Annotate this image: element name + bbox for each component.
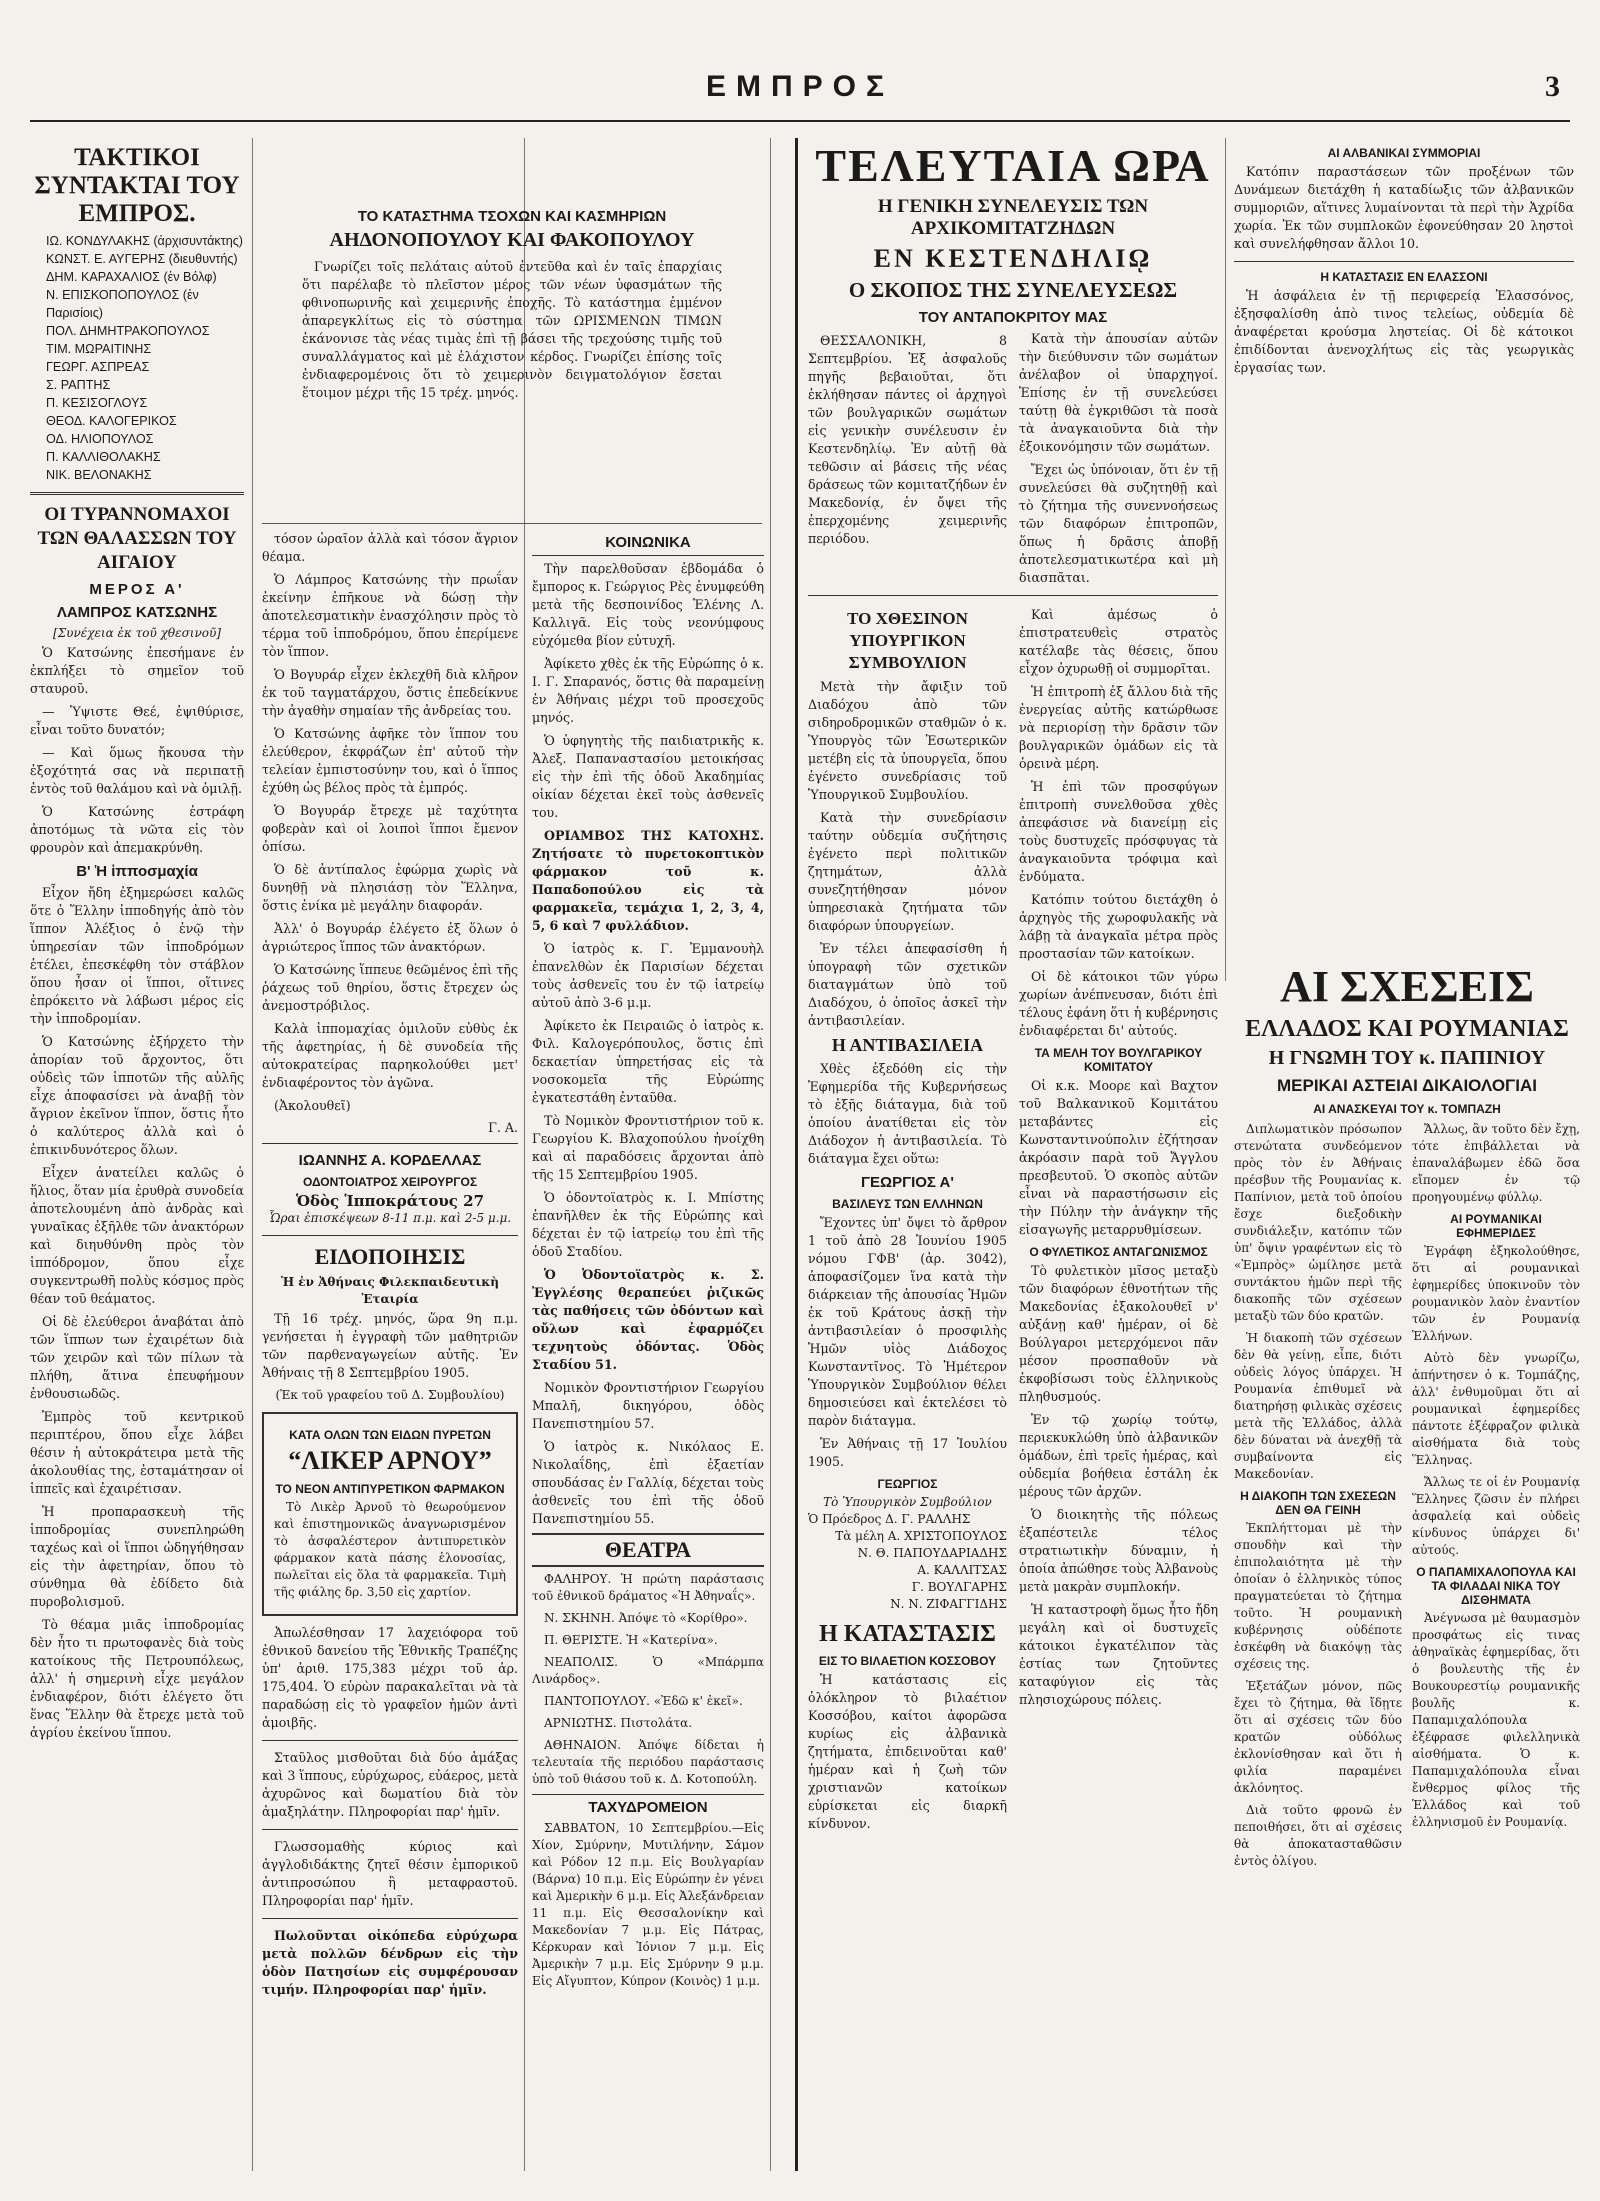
romania-left bbox=[1234, 1119, 1402, 1875]
section-heading: ΑΙ ΡΟΥΜΑΝΙΚΑΙ ΕΦΗΜΕΡΙΔΕΣ bbox=[1450, 1212, 1542, 1240]
decree-king: ΓΕΩΡΓΙΟΣ Α' bbox=[861, 1174, 954, 1191]
social-item: Ἀφίκετο χθὲς ἐκ τῆς Εὐρώπης ὁ κ. Ι. Γ. Σπαρανός, ὅστις θὰ παραμείνῃ ἐν Ἀθήναις μέχρι τοῦ προσεχοῦς μηνός. bbox=[532, 656, 764, 725]
staff-member: Π. ΚΕΣΙΣΟΓΛΟΥΣ bbox=[46, 396, 148, 410]
liqueur-subtitle: ΤΟ ΝΕΟΝ ΑΝΤΙΠΥΡΕΤΙΚΟΝ ΦΑΡΜΑΚΟΝ bbox=[275, 1482, 505, 1496]
staff-member: ΠΟΛ. ΔΗΜΗΤΡΑΚΟΠΟΥΛΟΣ bbox=[46, 324, 210, 338]
divider bbox=[30, 492, 244, 495]
lead-article bbox=[808, 330, 1218, 587]
kosovo-subtitle: ΕΙΣ ΤΟ ΒΙΛΑΕΤΙΟΝ ΚΟΣΣΟΒΟΥ bbox=[818, 1654, 997, 1668]
liqueur-ad bbox=[262, 1412, 518, 1616]
paragraph: Τὸ φυλετικὸν μῖσος μεταξὺ τῶν διαφόρων ἐθνοτήτων τῆς Μακεδονίας ἐξακολουθεῖ ν' αὐξάνῃ καθ' ἡμέραν, οἱ δὲ Βούλγαροι μετερχόμενοι πᾶν μέσον προσπαθοῦν νὰ ἐκφοβίσωσι τοὺς ἑλληνικοὺς πληθυσμούς. bbox=[1019, 1263, 1218, 1404]
divider bbox=[262, 523, 762, 524]
liqueur-tag: ΚΑΤΑ ΟΛΩΝ ΤΩΝ ΕΙΔΩΝ ΠΥΡΕΤΩΝ bbox=[289, 1428, 491, 1442]
staff-member: Σ. ΡΑΠΤΗΣ bbox=[46, 378, 111, 392]
lesser-heading: Η ΚΑΤΑΣΤΑΣΙΣ ΕΝ ΕΛΑΣΣΟΝΙ bbox=[1320, 270, 1488, 284]
column-2 bbox=[262, 528, 518, 2168]
paragraph: Ὁ Κατσώνης ἵππευε θεῶμένος ἐπὶ τῆς ῥάχεως τοῦ θηρίου, ὅστις ἔτρεχεν ὡς ἀνεμοστρόβιλος. bbox=[262, 962, 518, 1013]
social-item: Νομικὸν Φροντιστήριον Γεωργίου Μπαλῆ, δικηγόρου, ὁδὸς Πανεπιστημίου 57. bbox=[532, 1380, 764, 1431]
decree-minister: Γ. ΒΟΥΛΓΑΡΗΣ bbox=[911, 1580, 1007, 1594]
page-number: 3 bbox=[1545, 70, 1560, 103]
paragraph: Ὁ Βογυράρ ἔτρεχε μὲ ταχύτητα φοβερὰν καὶ οἱ λοιποὶ ἵπποι ἔμενον ὀπίσω. bbox=[262, 803, 518, 854]
theatre-item: ΝΕΑΠΟΛΙΣ. Ὁ «Μπάρμπα Λινάρδος». bbox=[532, 1655, 764, 1686]
staff-title: ΤΑΚΤΙΚΟΙ ΣΥΝΤΑΚΤΑΙ ΤΟΥ ΕΜΠΡΟΣ. bbox=[34, 144, 240, 227]
liqueur-text: Τὸ Λικὲρ Ἀρνοῦ τὸ θεωρούμενον καὶ ἐπιστημονικῶς ἀναγνωρισμένον τὸ ἀσφαλέστερον ἀντιπυρετικὸν φάρμακον κατὰ πάσης ἑλονοσίας, πωλεῖται εἰς ὅλα τὰ φαρμακεῖα. Τιμὴ τῆς φιάλης δρ. 3,50 εἰς χαρτίον. bbox=[274, 1500, 506, 1599]
social-item: Ὁ Ὀδοντοϊατρὸς κ. Σ. Ἐγγλέσης θεραπεύει ῥιζικῶς τὰς παθήσεις τῶν ὀδόντων καὶ οὔλων καὶ ἐφαρμόζει τεχνητοὺς ὀδόντας. Ὁδὸς Σταδίου 51. bbox=[532, 1267, 764, 1372]
paragraph: Ὁ Κατσώνης ἐστράφη ἀποτόμως τὰ νῶτα εἰς τὸν φρουρὸν καὶ ἀπεμακρύνθη. bbox=[30, 804, 244, 855]
paragraph: Εἶχεν ἀνατείλει καλῶς ὁ ἥλιος, ὅταν μία ἐρυθρὰ συνοδεία ἀποτελουμένη ἀπὸ ἀνδρὰς καὶ γυναῖκας ἐξῆλθε τῶν ἀνακτόρων καὶ διηυθύνθη πρὸς τὸν ἱππόδρομον, ὅπου εἶχε συγκεντρωθῆ πολὺς κόσμος πρὸς θέαν τοῦ θεάματος. bbox=[30, 1165, 244, 1306]
column-4 bbox=[808, 138, 1218, 2178]
paragraph: Καὶ ἀμέσως ὁ ἐπιστρατευθεὶς στρατὸς κατέλαβε τὰς θέσεις, ὅπου εἶχον ὀχυρωθῇ οἱ συμμορῖται. bbox=[1019, 607, 1218, 676]
divider bbox=[262, 1740, 518, 1741]
paragraph: Ἀλλ' ὁ Βογυράρ ἐλέγετο ἐξ ὅλων ὁ ἀγριώτερος ἵππος τῶν ἀνακτόρων. bbox=[262, 921, 518, 954]
paragraph: Ὁ Κατσώνης ἀφῆκε τὸν ἵππον του ἐλεύθερον, ἐκφράζων ἐπ' αὐτοῦ τὴν τελείαν ἐμπιστοσύνην του, καὶ ὁ ἵππος ἐχύθη ὡς βέλος πρὸς τὰ ἐμπρός. bbox=[262, 726, 518, 795]
paragraph: Χθὲς ἐξεδόθη εἰς τὴν Ἐφημερίδα τῆς Κυβερνήσεως τὸ ἑξῆς διάταγμα, διὰ τοῦ ὁποίου ἀνατίθεται εἰς τὸν Διάδοχον ἡ ἀντιβασιλεία. Τὸ διάταγμα ἔχει οὕτω: bbox=[808, 1061, 1007, 1166]
paragraph: Καλὰ ἱππομαχίας ὁμιλοῦν εὐθὺς ἐκ τῆς ἀφετηρίας, ἡ δὲ συνοδεία τῆς αὐτοκρατείρας παρηκολούθει μετ' ἐνδιαφέροντος τὸν ἀγῶνα. bbox=[262, 1021, 518, 1090]
news-subcolumn bbox=[1019, 604, 1218, 1838]
ad-title: ΤΟ ΚΑΤΑΣΤΗΜΑ ΤΣΟΧΩΝ ΚΑΙ ΚΑΣΜΗΡΙΩΝ bbox=[357, 208, 667, 225]
romania-right bbox=[1412, 1119, 1580, 1875]
social-item: Ὁ ὑφηγητὴς τῆς παιδιατρικῆς κ. Ἀλεξ. Παπαναστασίου μετοικήσας εἰς τὴν ἐπὶ τῆς ὁδοῦ Ἀκαδημίας οἰκίαν δέχεται ἐκεῖ τοὺς ἀσθενεῖς του. bbox=[532, 733, 764, 820]
albanian-heading: ΑΙ ΑΛΒΑΝΙΚΑΙ ΣΥΜΜΟΡΙΑΙ bbox=[1327, 146, 1481, 160]
headline: Η ΓΕΝΙΚΗ ΣΥΝΕΛΕΥΣΙΣ ΤΩΝ ΑΡΧΙΚΟΜΙΤΑΤΖΗΔΩΝ bbox=[877, 196, 1149, 239]
dentist-address: Ὁδὸς Ἱπποκράτους 27 bbox=[295, 1192, 485, 1210]
divider bbox=[262, 1918, 518, 1919]
paragraph: Τὸ θέαμα μιᾶς ἱπποδρομίας δὲν ἦτο τι πρωτοφανὲς διὰ τοὺς κατοίκους τῆς Πετρουπόλεως, ἀλλ' ἡ σημερινὴ εἶχε μεγάλον ἐνδιαφέρον, διότι ἐλέγετο ὅτι ἕνας Ἕλλην θὰ ἔτρεχε μετὰ τοῦ ἀγρίου ἐκείνου ἵππου. bbox=[30, 1617, 244, 1740]
decree-minister: Α. ΚΑΛΛΙΤΣΑΣ bbox=[917, 1563, 1007, 1577]
paragraph: Ἡ ἐπὶ τῶν προσφύγων ἐπιτροπὴ συνελθοῦσα χθὲς ἀπεφάσισε νὰ διανείμῃ εἰς τοὺς δυστυχεῖς πρόσφυγας τὰ ἀναγκαιοῦντα τρόφιμα καὶ ἐνδύματα. bbox=[1019, 779, 1218, 884]
section-heading: Β' Ἡ ἱπποσμαχία bbox=[76, 863, 198, 880]
staff-member: ΝΙΚ. ΒΕΛΟΝΑΚΗΣ bbox=[46, 468, 152, 482]
paragraph: Ἡ διακοπὴ τῶν σχέσεων δὲν θὰ γείνῃ, εἶπε, διότι οὐδεὶς λόγος ὑπάρχει. Ἡ Ρουμανία ἐπιθυμεῖ νὰ διατηρήσῃ φιλικὰς σχέσεις μετὰ τῆς Ἑλλάδος, ἀλλὰ δὲν δύναται νὰ ἀνεχθῇ τὰ συμβαίνοντα εἰς Μακεδονίαν. bbox=[1234, 1331, 1402, 1481]
staff-member: ΙΩ. ΚΟΝΔΥΛΑΚΗΣ (ἀρχισυντάκτης) bbox=[46, 234, 243, 248]
classified-ad: Ἀπωλέσθησαν 17 λαχειόφορα τοῦ ἐθνικοῦ δανείου τῆς Ἐθνικῆς Τραπέζης ὑπ' ἀριθ. 175,383 μέχρι τοῦ ἀρ. 175,404. Ὁ εὑρὼν παρακαλεῖται νὰ τὰ παραδώσῃ εἰς τὸ γραφεῖον ἡμῶν ἀντὶ ἀμοιβῆς. bbox=[262, 1625, 518, 1730]
serial-title: ΟΙ ΤΥΡΑΝΝΟΜΑΧΟΙ ΤΩΝ ΘΑΛΑΣΣΩΝ ΤΟΥ ΑΙΓΑΙΟΥ bbox=[37, 504, 237, 573]
paragraph: Ἄλλως, ἂν τοῦτο δὲν ἔχῃ, τότε ἐπιβάλλεται νὰ ἐπαναλάβωμεν ἐδῶ ὅσα εἴπομεν ἐν τῷ προηγουμένῳ φύλλῳ. bbox=[1412, 1122, 1580, 1204]
dentist-name: ΙΩΑΝΝΗΣ Α. ΚΟΡΔΕΛΛΑΣ bbox=[298, 1152, 482, 1169]
paragraph: Ἡ ἐπιτροπὴ ἐξ ἄλλου διὰ τῆς ἐνεργείας αὐτῆς κατώρθωσε νὰ περιορίσῃ τὴν δρᾶσιν τῶν βουλγαρικῶν ὁμάδων εἰς τὰ ὁρεινὰ μέρη. bbox=[1019, 684, 1218, 771]
masthead bbox=[0, 0, 1600, 136]
staff-member: ΔΗΜ. ΚΑΡΑΧΑΛΙΟΣ (ἐν Βόλφ) bbox=[46, 270, 217, 284]
social-item: Ὁ ὀδοντοϊατρὸς κ. Ι. Μπίστης ἐπανῆλθεν ἐκ τῆς Εὐρώπης καὶ δέχεται ἐν τῷ ἰατρείῳ του ἐπὶ τῆς ὁδοῦ Σταδίου. bbox=[532, 1190, 764, 1259]
paragraph: — Ὑψιστε Θεέ, ἐψιθύρισε, εἶναι τοῦτο δυνατόν; bbox=[30, 704, 244, 737]
column-divider bbox=[252, 138, 253, 2171]
decree-date: Ἐν Ἀθήναις τῇ 17 Ἰουλίου 1905. bbox=[808, 1436, 1007, 1469]
decree-minister: Ν. Θ. ΠΑΠΟΥΔΑΡΙΑΔΗΣ bbox=[857, 1546, 1007, 1560]
ad-firm: ΑΗΔΟΝΟΠΟΥΛΟΥ ΚΑΙ ΦΑΚΟΠΟΥΛΟΥ bbox=[329, 229, 695, 251]
social-item: Τὸ Νομικὸν Φροντιστήριον τοῦ κ. Γεωργίου Κ. Βλαχοπούλου ἠνοίχθη καὶ αἱ παραδόσεις ἄρχονται ἀπὸ τῆς 15 Σεπτεμβρίου 1905. bbox=[532, 1113, 764, 1182]
kicker: ΤΕΛΕΥΤΑΙΑ ΩΡΑ bbox=[815, 140, 1211, 191]
paragraph: Κατὰ τὴν συνεδρίασιν ταύτην οὐδεμία συζήτησις ἐγένετο περὶ πολιτικῶν ζητημάτων, ἀλλὰ συνεζητήθησαν μόνον ὑπηρεσιακὰ ζητήματα τῶν διαφόρων ὑπουργείων. bbox=[808, 810, 1007, 933]
faction-title: Ο ΦΥΛΕΤΙΚΟΣ ΑΝΤΑΓΩΝΙΣΜΟΣ bbox=[1029, 1245, 1208, 1259]
romania-title-2: ΕΛΛΑΔΟΣ ΚΑΙ ΡΟΥΜΑΝΙΑΣ bbox=[1245, 1016, 1569, 1042]
paragraph: Ἐκπλήττομαι μὲ τὴν σπουδὴν καὶ τὴν ἐπιπολαιότητα μὲ τὴν ὁποίαν ὁ ἑλληνικὸς τύπος πραγματεύεται τὸ ζήτημα τοῦτο. Ἡ ρουμανικὴ κυβέρνησις οὐδέποτε ἐσκέφθη νὰ διακόψῃ τὰς σχέσεις της. bbox=[1234, 1521, 1402, 1671]
masthead-rule bbox=[30, 120, 1570, 122]
paragraph: Ὁ Κατσώνης ἐξήρχετο τὴν ἀπορίαν τοῦ ἄρχοντος, ὅτι οὐδεὶς τῶν ἱπποτῶν τῆς αὐλῆς εἶχε ἀποφασίσει νὰ ἀναβῇ τὸν ἄγριον ἐκεῖνον ἵππον, ὅστις ἦτο ὁ καλύτερος ἀλλὰ καὶ ὁ ἐπικινδυνότερος ὅλων. bbox=[30, 1034, 244, 1157]
paragraph: Ἡ ἀσφάλεια ἐν τῇ περιφερείᾳ Ἐλασσόνος, ἐξησφαλίσθη ἀπὸ τινος τελείως, οὐδεμία δὲ ἀναφέρεται κρούσμα ληστείας. Οἱ δὲ κάτοικοι ἐπιδίδονται ἀνενοχλήτως εἰς τὰς γεωργικὰς ἐργασίας των. bbox=[1234, 288, 1574, 375]
staff-member: ΘΕΟΔ. ΚΑΛΟΓΕΡΙΚΟΣ bbox=[46, 414, 177, 428]
paragraph: Ἄλλως τε οἱ ἐν Ρουμανίᾳ Ἕλληνες ζῶσιν ἐν πλήρει ἀσφαλείᾳ καὶ οὐδεὶς κίνδυνος ὑπάρχει δι' αὐτούς. bbox=[1412, 1475, 1580, 1557]
notice-org: Ἡ ἐν Ἀθήναις Φιλεκπαιδευτικὴ Ἑταιρία bbox=[280, 1275, 499, 1306]
decree-minister: Ὁ Πρόεδρος Δ. Γ. ΡΑΛΛΗΣ bbox=[808, 1512, 971, 1526]
news-subcolumn bbox=[808, 604, 1007, 1838]
paragraph: Ἀνέγνωσα μὲ θαυμασμὸν προσφάτως εἰς τινας ἀθηναϊκὰς ἐφημερίδας, ὅτι ὁ βουλευτὴς τῆς ἐν Βουκουρεστίῳ ρουμανικῆς βουλῆς κ. Παπαμιχαλόπουλα ἐξέφρασε φιλελληνικὰ αἰσθήματα. Ὁ κ. Παπαμιχαλόπουλα εἶναι ἔνθερμος φίλος τῆς Ἑλλάδος καὶ τοῦ ἑλληνισμοῦ ἐν Ρουμανίᾳ. bbox=[1412, 1611, 1580, 1829]
romania-subtitle-2: ΜΕΡΙΚΑΙ ΑΣΤΕΙΑΙ ΔΙΚΑΙΟΛΟΓΙΑΙ bbox=[1277, 1076, 1537, 1095]
paragraph: Ἐγράφη ἐξηκολούθησε, ὅτι αἱ ρουμανικαὶ ἐφημερίδες ὑποκινοῦν τὸν ρουμανικὸν λαὸν ἐναντίον τῶν ἐν Ρουμανίᾳ Ἑλλήνων. bbox=[1412, 1244, 1580, 1343]
paragraph: Κατὰ τὴν ἀπουσίαν αὐτῶν τὴν διεύθυνσιν τῶν σωμάτων ἀνέλαβον οἱ ὑπαρχηγοί. Ἐπίσης ἐν τῇ συνελεύσει ταύτῃ θὰ ἐγκριθῶσι τὰ ποσὰ τὰ ἀναγκαιοῦντα διὰ τὴν ἐξοικονόμησιν τῶν σωμάτων. bbox=[1019, 331, 1218, 454]
divider bbox=[262, 1143, 518, 1144]
paragraph: Εἶχον ἤδη ἐξημερώσει καλῶς ὅτε ὁ Ἕλλην ἱπποδηγής ἀπὸ τὸν ἵππον Ἀλέξιος ὁ ἐνῷ τὴν ὑπηρεσίαν τῶν ἱπποδρόμων ἐτέλει, ἐπεσκέφθη τὸν στάβλον ὅπου ἦσαν οἱ ἵπποι, οἵτινες ἐπρόκειτο νὰ λάβωσι μέρος εἰς τὴν ἱπποδρομίαν. bbox=[30, 885, 244, 1026]
serial-chapter: ΛΑΜΠΡΟΣ ΚΑΤΣΩΝΗΣ bbox=[56, 604, 218, 621]
classified-ad: Πωλοῦνται οἰκόπεδα εὐρύχωρα μετὰ πολλῶν δένδρων εἰς τὴν ὁδὸν Πατησίων εἰς συμφέρουσαν τιμήν. Πληροφορίαι παρ' ἡμῖν. bbox=[262, 1928, 518, 1997]
serial-note: [Συνέχεια ἐκ τοῦ χθεσινοῦ] bbox=[53, 626, 221, 640]
liqueur-name: “ΛΙΚΕΡ ΑΡΝΟΥ” bbox=[288, 1446, 492, 1475]
section-heading: Ο ΠΑΠΑΜΙΧΑΛΟΠΟΥΛΑ ΚΑΙ ΤΑ ΦΙΛΑΔΑΙ ΝΙΚΑ ΤΟΥ ΔΙΣΘΗΜΑΤΑ bbox=[1416, 1565, 1576, 1607]
social-item: Ὁ ἰατρὸς κ. Γ. Ἐμμανουὴλ ἐπανελθὼν ἐκ Παρισίων δέχεται τοὺς ἀσθενεῖς του ἐν τῷ ἰατρείῳ αὐτοῦ ἀπὸ 3-6 μ.μ. bbox=[532, 941, 764, 1010]
byline: ΤΟΥ ΑΝΤΑΠΟΚΡΙΤΟΥ ΜΑΣ bbox=[918, 309, 1108, 326]
notice-signature: (Ἐκ τοῦ γραφείου τοῦ Δ. Συμβουλίου) bbox=[275, 1388, 505, 1402]
romania-columns bbox=[1234, 1119, 1580, 1875]
theatre-title: ΘΕΑΤΡΑ bbox=[532, 1533, 764, 1567]
theatre-item: Ν. ΣΚΗΝΗ. Ἀπόψε τὸ «Κορίθρο». bbox=[544, 1611, 748, 1625]
paragraph: Μετὰ τὴν ἄφιξιν τοῦ Διαδόχου ἀπὸ τῶν σιδηροδρομικῶν σταθμῶν ὁ κ. Ὑπουργὸς τῶν Ἐσωτερικῶν μετέβη εἰς τὰ ὑπουργεῖα, ὅπου ἐγένετο συνεδρίασις τοῦ Ὑπουργικοῦ Συμβουλίου. bbox=[808, 679, 1007, 802]
paragraph: Ὁ διοικητὴς τῆς πόλεως ἐξαπέστειλε τέλος στρατιωτικὴν δύναμιν, ἡ ὁποία ἀπώθησε τοὺς Ἀλβανοὺς μετὰ μακρὰν συμπλοκήν. bbox=[1019, 1507, 1218, 1594]
classified-ad: Σταῦλος μισθοῦται διὰ δύο ἁμάξας καὶ 3 ἵππους, εὐρύχωρος, εὐάερος, μετὰ ἀχυρῶνος καὶ δωματίου διὰ τὸν ἁμαξηλάτην. Πληροφορίαι παρ' ἡμῖν. bbox=[262, 1750, 518, 1819]
ad-text: Γνωρίζει τοῖς πελάταις αὐτοῦ ἐντεῦθα καὶ ἐν ταῖς ἐπαρχίαις ὅτι παρέλαβε τὸ πλεῖστον μέρος τῶν νέων ὑφασμάτων τῆς φθινοπωρινῆς καὶ χειμερινῆς ἐποχῆς. Τὸ κατάστημα ἐμμένον ἀπαρεγκλίτως εἰς τὸ σύστημα τῶν ΩΡΙΣΜΕΝΩΝ ΤΙΜΩΝ ἐκάνονισε τὰς νέας τιμὰς ἐπὶ τῇ βάσει τῆς τρεχούσης τιμῆς τοῦ συναλλάγματος καὶ μὲ ἐλάχιστον κέρδος. Γνωρίζει ἐπίσης τοῖς ἐνδιαφερομένοις ὅτι τὸ χειμερινὸν δειγματολόγιον ἔσεται ἕτοιμον μέχρι τῆς 15 τρέχ. μηνός. bbox=[302, 259, 722, 400]
post-title: ΤΑΧΥΔΡΟΜΕΙΟΝ bbox=[532, 1794, 764, 1816]
newspaper-name: ΕΜΠΡΟΣ bbox=[705, 70, 894, 103]
paragraph: Ἐξετάζων μόνον, πῶς ἔχει τὸ ζήτημα, θὰ ἴδῃτε ὅτι αἱ σχέσεις τῶν δύο κρατῶν οὐδόλως ἐκλονίσθησαν καὶ ὅτι ἡ φιλία παραμένει ἀκλόνητος. bbox=[1234, 1679, 1402, 1795]
column-1 bbox=[30, 138, 244, 2171]
paragraph: Κατόπιν παραστάσεων τῶν προξένων τῶν Δυνάμεων διετάχθη ἡ καταδίωξις τῶν ἀλβανικῶν συμμοριῶν, αἵτινες λυμαίνονται τὰ περὶ τὴν Ἀχρίδα χωρία. Ἐκ τῶν συμπλοκῶν ἐφονεύθησαν 20 ληστοὶ καὶ συνελήφθησαν ἄλλοι 10. bbox=[1234, 164, 1574, 251]
paragraph: Ὁ Κατσώνης ἐπεσήμανε ἐν ἐκπλήξει τὸ σημεῖον τοῦ σταυροῦ. bbox=[30, 645, 244, 696]
paragraph: Οἱ κ.κ. Μοορε καὶ Βαχτον τοῦ Βαλκανικοῦ Κομιτάτου μεταβάντες εἰς Κωνσταντινούπολιν ἐζήτησαν ἀκρόασιν παρὰ τοῦ Ἄγγλου πρεσβευτοῦ. Ὁ σκοπὸς αὐτῶν εἶναι νὰ παραστήσωσιν εἰς τὴν Πύλην τὴν ἀνάγκην τῆς εἰσαγωγῆς μεταρρυθμίσεων. bbox=[1019, 1078, 1218, 1237]
serial-part: ΜΕΡΟΣ Α' bbox=[89, 581, 185, 598]
paragraph: Οἱ δὲ ἐλεύθεροι ἀναβάται ἀπὸ τῶν ἵππων των ἐχαιρέτων διὰ τῶν χειρῶν καὶ τῶν πίλων τὰ πλήθη, ἅτινα ἐπευφήμουν ἐνθουσιωδῶς. bbox=[30, 1314, 244, 1401]
romania-section bbox=[1234, 960, 1580, 2170]
social-item: Ὁ ἰατρὸς κ. Νικόλαος Ε. Νικολαΐδης, ἐπὶ ἑξαετίαν σπουδάσας ἐν Γαλλίᾳ, δέχεται τοὺς ἀσθενεῖς του ἐπὶ τῆς ὁδοῦ Πανεπιστημίου 55. bbox=[532, 1439, 764, 1526]
paragraph: (Ἀκολουθεῖ) bbox=[274, 1098, 351, 1113]
paragraph: Ἡ καταστροφὴ ὅμως ἦτο ἤδη μεγάλη καὶ οἱ δυστυχεῖς κάτοικοι ἐγκατέλιπον τὰς ἑστίας των ζητοῦντες καταφύγιον εἰς τὰς πλησιοχώρους πόλεις. bbox=[1019, 1602, 1218, 1707]
theatre-item: ΑΘΗΝΑΙΟΝ. Ἀπόψε δίδεται ἡ τελευταία τῆς περιόδου παράστασις ὑπὸ τοῦ θιάσου τοῦ κ. Δ. Κοτοπούλη. bbox=[532, 1738, 764, 1786]
decree-minister: Τὰ μέλη Α. ΧΡΙΣΤΟΠΟΥΛΟΣ bbox=[835, 1529, 1007, 1543]
council-title: ΤΟ ΧΘΕΣΙΝΟΝ ΥΠΟΥΡΓΙΚΟΝ ΣΥΜΒΟΥΛΙΟΝ bbox=[847, 609, 968, 672]
decree-subtitle: ΒΑΣΙΛΕΥΣ ΤΩΝ ΕΛΛΗΝΩΝ bbox=[832, 1197, 983, 1211]
social-title: ΚΟΙΝΩΝΙΚΑ bbox=[532, 534, 764, 556]
paragraph: — Καὶ ὅμως ἤκουσα τὴν ἐξοχότητά σας νὰ περιπατῇ ἐντὸς τοῦ θαλάμου καὶ νὰ ὁμιλῇ. bbox=[30, 745, 244, 796]
staff-member: Π. ΚΑΛΛΙΘΟΛΑΚΗΣ bbox=[46, 450, 161, 464]
decree-minister: Ν. Ν. ΖΙΦΑΓΓΙΔΗΣ bbox=[890, 1597, 1007, 1611]
paragraph: τόσον ὡραῖον ἀλλὰ καὶ τόσον ἄγριον θέαμα. bbox=[262, 531, 518, 564]
column-5 bbox=[1234, 138, 1574, 958]
paragraph: Ἡ κατάστασις εἰς ὁλόκληρον τὸ βιλαέτιον Κοσσόβου, καίτοι ἀφορῶσα κυρίως εἰς ἀλβανικὰ ζητήματα, ἐπιδεινοῦται καθ' ἡμέραν καὶ ἡ ζωὴ τῶν χριστιανῶν κατοίκων εὑρίσκεται εἰς διαρκῆ κίνδυνον. bbox=[808, 1672, 1007, 1831]
paragraph: Κατόπιν τούτου διετάχθη ὁ ἀρχηγὸς τῆς χωροφυλακῆς νὰ λάβῃ τὰ ἀναγκαῖα μέτρα πρὸς προστασίαν τῶν κατοίκων. bbox=[1019, 892, 1218, 961]
headline-purpose: Ο ΣΚΟΠΟΣ ΤΗΣ ΣΥΝΕΛΕΥΣΕΩΣ bbox=[848, 278, 1178, 302]
paragraph: Ἡ προπαρασκευὴ τῆς ἱπποδρομίας συνεπληρώθη ταχέως καὶ οἱ ἵπποι ὡδηγήθησαν εἰς τὴν ἀφετηρίαν, ὅπου τὸ σύνθημα θὰ ἐδίδετο διὰ πυροβολισμοῦ. bbox=[30, 1504, 244, 1609]
theatre-item: Π. ΘΕΡΙΣΤΕ. Ἡ «Κατερίνα». bbox=[544, 1633, 718, 1647]
section-heading: Η ΔΙΑΚΟΠΗ ΤΩΝ ΣΧΕΣΕΩΝ ΔΕΝ ΘΑ ΓΕΙΝΗ bbox=[1240, 1489, 1396, 1517]
dentist-title: ΟΔΟΝΤΟΙΑΤΡΟΣ ΧΕΙΡΟΥΡΓΟΣ bbox=[302, 1175, 478, 1189]
divider bbox=[262, 1235, 518, 1236]
romania-subtitle: Η ΓΝΩΜΗ ΤΟΥ κ. ΠΑΠΙΝΙΟΥ bbox=[1268, 1047, 1546, 1069]
paragraph: ΘΕΣΣΑΛΟΝΙΚΗ, 8 Σεπτεμβρίου. Ἐξ ἀσφαλοῦς πηγῆς βεβαιοῦται, ὅτι ἐκλήθησαν πάντες οἱ ἀρχηγοὶ τῶν βουλγαρικῶν σωμάτων εἰς γενικὴν συνέλευσιν ἐν Κεστενδηλίῳ. Ἐν αὐτῇ θὰ τεθῶσιν αἱ βάσεις τῆς νέας δράσεως τῶν κομιτατζήδων ἐν Μακεδονίᾳ, ἐν ὄψει τῆς ἐπερχομένης χειμερινῆς περιόδου. bbox=[808, 333, 1007, 546]
staff-list bbox=[46, 232, 244, 484]
column-divider bbox=[795, 138, 798, 2171]
paragraph: Αὐτὸ δὲν γνωρίζω, ἀπήντησεν ὁ κ. Τομπάζης, ἀλλ' ἐνθυμοῦμαι ὅτι αἱ ρουμανικαὶ ἐφημερίδες πάντοτε ἐξέφραζον φιλικὰ αἰσθήματα διὰ τοὺς Ἕλληνας. bbox=[1412, 1351, 1580, 1467]
paragraph: Ἐμπρὸς τοῦ κεντρικοῦ περιπτέρου, ὅπου εἶχε λάβει θέσιν ἡ αὐτοκράτειρα μετὰ τῆς ἀκολουθίας της, ἐσταμάτησαν οἱ ἱππεῖς καὶ ἐχαιρέτισαν. bbox=[30, 1409, 244, 1496]
paragraph: Ὁ δὲ ἀντίπαλος ἐφώρμα χωρὶς νὰ δυνηθῇ νὰ πλησιάσῃ τὸν Ἕλληνα, ὅστις ἐνίκα μὲ μεγάλην διαφοράν. bbox=[262, 862, 518, 913]
paragraph: Ὁ Λάμπρος Κατσώνης τὴν πρωΐαν ἐκείνην ἐπῆκουε νὰ δώσῃ τὴν ἀποτελεσματικὴν ἐνασχόλησιν πρὸς τὸ τέρμα τοῦ ἱπποδρόμου, ὅπου ἐπερίμενε τὸν ἵππον. bbox=[262, 572, 518, 659]
kosovo-title: Η ΚΑΤΑΣΤΑΣΙΣ bbox=[819, 1621, 996, 1647]
headline-location: ΕΝ ΚΕΣΤΕΝΔΗΛΙῼ bbox=[873, 244, 1153, 273]
social-item: ΟΡΙΑΜΒΟΣ ΤΗΣ ΚΑΤΟΧΗΣ. Ζητήσατε τὸ πυρετοκοπτικὸν φάρμακον τοῦ κ. Παπαδοπούλου εἰς τὰ φαρμακεῖα, τεμάχια 1, 2, 3, 4, 5, 6 καὶ 7 φυλλάδιον. bbox=[532, 828, 764, 933]
social-item: Τὴν παρελθοῦσαν ἑβδομάδα ὁ ἔμπορος κ. Γεώργιος Ρὲς ἐνυμφεύθη μετὰ τῆς δεσποινίδος Ἑλένης Λ. Καλλιγᾶ. Εἰς τοὺς νεονύμφους εὐχόμεθα βίον εὐτυχῆ. bbox=[532, 561, 764, 648]
divider bbox=[1234, 261, 1574, 262]
paragraph: Ὁ Βογυράρ εἶχεν ἐκλεχθῆ διὰ κλῆρον ἐκ τοῦ ταγματάρχου, ὅστις ἐπεδείκνυε τὴν ἀγαθὴν σημαίαν τῆς ἀνδρείας του. bbox=[262, 667, 518, 718]
romania-subtitle-3: ΑΙ ΑΝΑΣΚΕΥΑΙ ΤΟΥ κ. ΤΟΜΠΑΖΗ bbox=[1313, 1102, 1501, 1116]
paragraph: Διπλωματικὸν πρόσωπον στενώτατα συνδεόμενον πρὸς τὸν ἐν Ἀθήναις πρέσβυν τῆς Ρουμανίας κ. Παπίνιον, μετὰ τοῦ ὁποίου ἔσχε διεξοδικὴν συνδιάλεξιν, κατόπιν τῶν ὑπ' ὄψιν γραφέντων εἰς τὸ «Ἐμπρὸς» ὡμίλησε μετὰ συντάκτου ἡμῶν περὶ τῆς διακοπῆς τῶν σχέσεων μεταξὺ τῶν δύο κρατῶν. bbox=[1234, 1122, 1402, 1323]
divider bbox=[262, 1829, 518, 1830]
dentist-hours: Ὧραι ἐπισκέψεων 8-11 π.μ. καὶ 2-5 μ.μ. bbox=[268, 1211, 512, 1225]
decree-text: Ἔχοντες ὑπ' ὄψει τὸ ἄρθρον 1 τοῦ ἀπὸ 28 Ἰουνίου 1905 νόμου ΓΦΒ' (ἀρ. 3042), ἀποφασίζομεν ἵνα κατὰ τὴν διάρκειαν τῆς ἀπουσίας Ἡμῶν ἐκ τοῦ Κράτους ἀσκῇ τὴν ἀντιβασιλείαν ὁ προσφιλὴς Ἡμῶν υἱὸς Διάδοχος Κωνσταντῖνος. Τὸ Ἡμέτερον Ὑπουργικὸν Συμβούλιον θέλει δημοσιεύσει καὶ ἐκτελέσει τὸ παρὸν διάταγμα. bbox=[808, 1215, 1007, 1428]
classified-ad: Γλωσσομαθὴς κύριος καὶ ἀγγλοδιδάκτης ζητεῖ θέσιν ἐμπορικοῦ ἀντιπροσώπου ἢ μεταφραστοῦ. Πληροφορίαι παρ' ἡμῖν. bbox=[262, 1839, 518, 1908]
staff-member: ΚΩΝΣΤ. Ε. ΑΥΓΕΡΗΣ (διευθυντής) bbox=[46, 252, 238, 266]
notice-title: ΕΙΔΟΠΟΙΗΣΙΣ bbox=[314, 1244, 466, 1269]
staff-member: ΤΙΜ. ΜΩΡΑΙΤΙΝΗΣ bbox=[46, 342, 152, 356]
staff-member: ΓΕΩΡΓ. ΑΣΠΡΕΑΣ bbox=[46, 360, 150, 374]
regency-title: Η ΑΝΤΙΒΑΣΙΛΕΙΑ bbox=[831, 1035, 984, 1055]
column-3 bbox=[532, 528, 764, 2168]
theatre-item: ΠΑΝΤΟΠΟΥΛΟΥ. «Ἐδῶ κ' ἐκεῖ». bbox=[544, 1694, 743, 1708]
clothing-store-ad bbox=[262, 138, 762, 523]
divider bbox=[808, 595, 1218, 596]
staff-member: Ν. ΕΠΙΣΚΟΠΟΠΟΥΛΟΣ (ἐν Παρισίοις) bbox=[46, 288, 199, 320]
paragraph: Ἐν τέλει ἀπεφασίσθη ἡ ὑπογραφὴ τῶν σχετικῶν διαταγμάτων ὑπὸ τοῦ Διαδόχου, ὁ ὁποῖος ἀσκεῖ τὴν ἀντιβασιλείαν. bbox=[808, 941, 1007, 1028]
notice-text: Τῇ 16 τρέχ. μηνός, ὥρα 9η π.μ. γενήσεται ἡ ἐγγραφὴ τῶν μαθητριῶν τῶν παρθεναγωγείων αὐτῆς. Ἐν Ἀθήναις τῇ 8 Σεπτεμβρίου 1905. bbox=[262, 1311, 518, 1380]
news-columns bbox=[808, 604, 1218, 1838]
post-text: ΣΑΒΒΑΤΟΝ, 10 Σεπτεμβρίου.—Εἰς Χίον, Σμύρνην, Μυτιλήνην, Σάμον καὶ Ρόδον 12 π.μ. Εἰς Βουλγαρίαν (Βάρνα) 10 π.μ. Εἰς Εὐρώπην ἐν γένει καὶ Ἀμερικὴν 6 μ.μ. Εἰς Ἀλεξάνδρειαν 11 π.μ. Εἰς Θεσσαλονίκην καὶ Μακεδονίαν 7 μ.μ. Εἰς Πάτρας, Κέρκυραν καὶ Ἰόνιον 7 μ.μ. Εἰς Ἀμερικὴν 7 μ.μ. Εἰς Σμύρνην 9 μ.μ. Εἰς Αἴγυπτον, Κύπρον (Κοινὸς) 1 μ.μ. bbox=[532, 1821, 764, 1988]
decree-signature: ΓΕΩΡΓΙΟΣ bbox=[877, 1477, 938, 1491]
paragraph: Διὰ τοῦτο φρονῶ ἐν πεποιθήσει, ὅτι αἱ σχέσεις θὰ ἀποκατασταθῶσιν ἐντὸς ὀλίγου. bbox=[1234, 1803, 1402, 1868]
paragraph: Οἱ δὲ κάτοικοι τῶν γύρω χωρίων ἀνέπνευσαν, διότι ἐπὶ τέλους ἐφάνη ὅτι ἡ κυβέρνησις ἐνδιαφέρεται δι' αὐτούς. bbox=[1019, 969, 1218, 1038]
paragraph: Ἐν τῷ χωρίῳ τούτῳ, περιεκυκλώθη ὑπὸ ἀλβανικῶν ὁμάδων, ἐπὶ τρεῖς ἡμέρας, καὶ οὐδεμία βοήθεια ἐστάλη ἐκ μέρους τῶν ἀρχῶν. bbox=[1019, 1412, 1218, 1499]
staff-member: ΟΔ. ΗΛΙΟΠΟΥΛΟΣ bbox=[46, 432, 154, 446]
theatre-item: ΑΡΝΙΩΤΗΣ. Πιστολάτα. bbox=[544, 1716, 693, 1730]
theatre-item: ΦΑΛΗΡΟΥ. Ἡ πρώτη παράστασις τοῦ ἐθνικοῦ δράματος «Ἡ Ἀθηναΐς». bbox=[532, 1572, 764, 1603]
decree-council: Τὸ Ὑπουργικὸν Συμβούλιον bbox=[823, 1495, 992, 1509]
column-divider bbox=[770, 138, 771, 2171]
story-signature: Γ. Α. bbox=[488, 1120, 518, 1135]
column-divider bbox=[1225, 138, 1226, 981]
bulgar-title: ΤΑ ΜΕΛΗ ΤΟΥ ΒΟΥΛΓΑΡΙΚΟΥ ΚΟΜΙΤΑΤΟΥ bbox=[1034, 1046, 1203, 1074]
social-item: Ἀφίκετο ἐκ Πειραιῶς ὁ ἰατρὸς κ. Φιλ. Καλογερόπουλος, ὅστις ἐπὶ δεκαετίαν ὑπηρετήσας εἰς τὰ νοσοκομεῖα τῆς Εὐρώπης ἐγκατεστάθη ἐνταῦθα. bbox=[532, 1018, 764, 1105]
paragraph: Ἔχει ὡς ὑπόνοιαν, ὅτι ἐν τῇ συνελεύσει θὰ συζητηθῇ καὶ τὸ ζήτημα τῆς συνεννοήσεως τῶν διαφόρων ἐπιτροπῶν, ὅπως ἡ δρᾶσις ἀποβῇ ἀποτελεσματικωτέρα καὶ μὴ διασπᾶται. bbox=[1019, 462, 1218, 585]
romania-title: ΑΙ ΣΧΕΣΕΙΣ bbox=[1280, 962, 1534, 1011]
